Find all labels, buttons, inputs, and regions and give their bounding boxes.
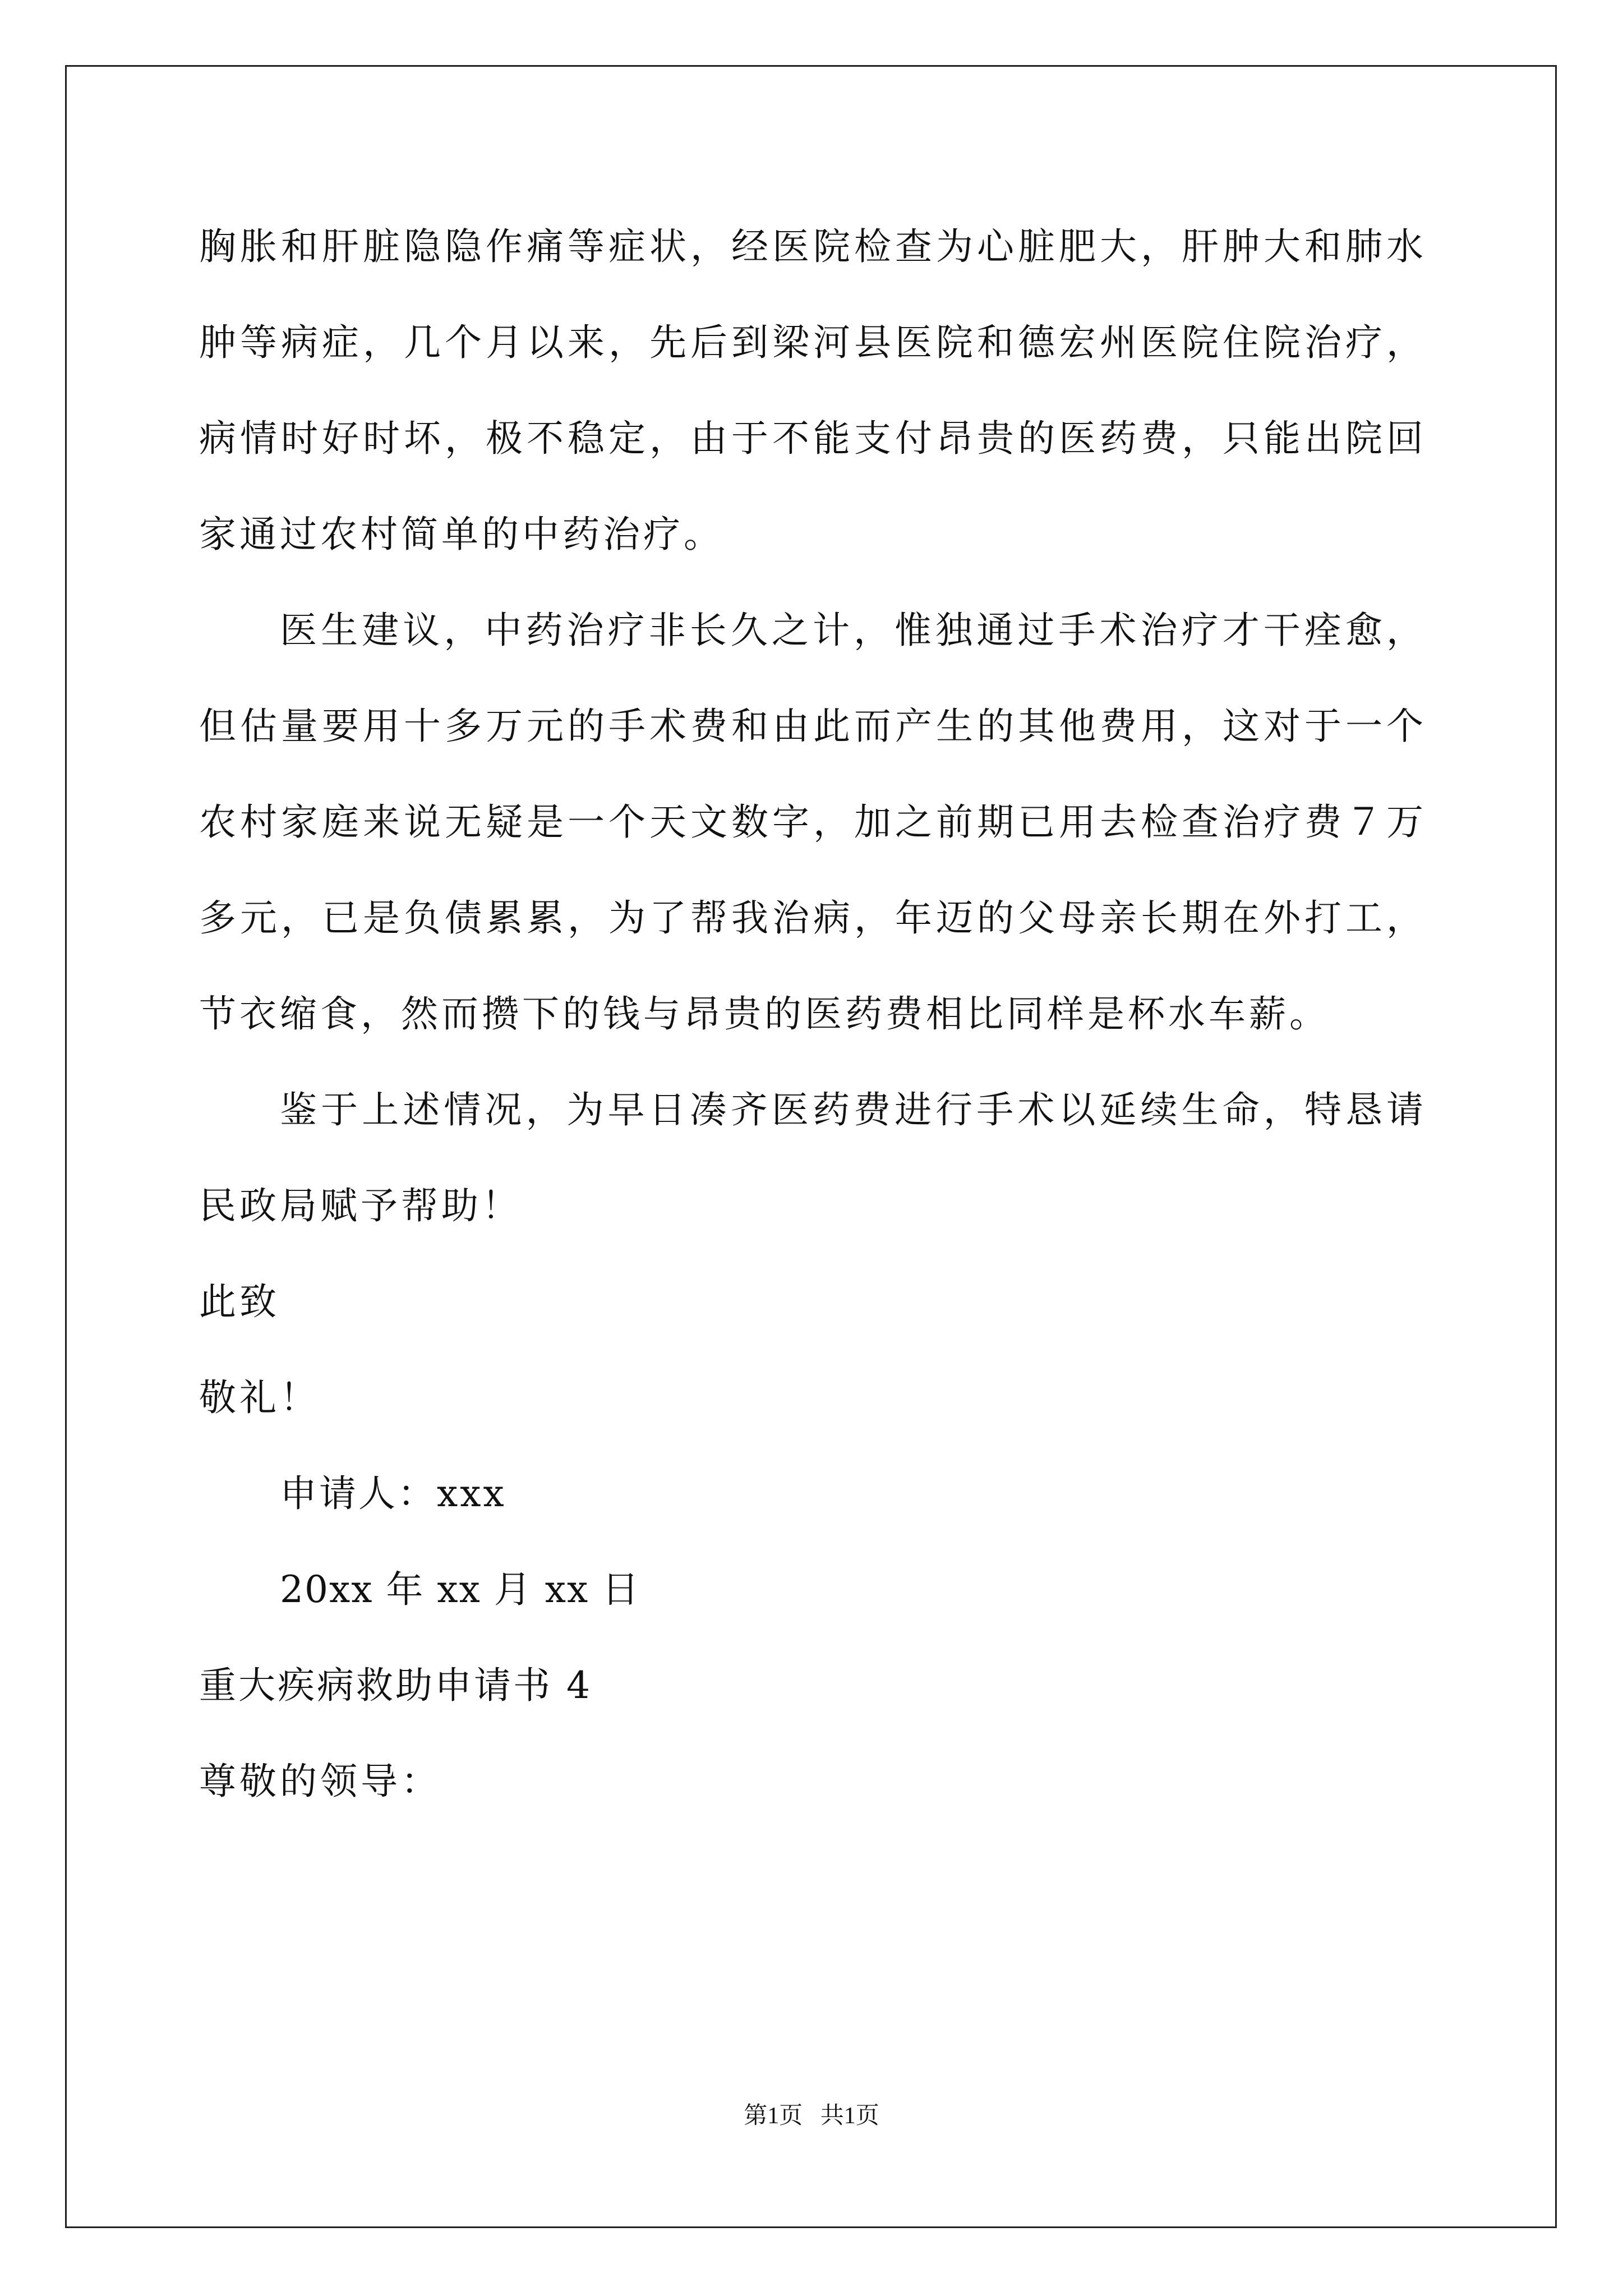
application-date: 20xx 年 xx 月 xx 日 [280, 1568, 640, 1611]
closing-line-2: 敬礼！ [199, 1376, 320, 1419]
page-border [65, 65, 1557, 2228]
body-text-line: 多元，已是负债累累，为了帮我治病，年迈的父母亲长期在外打工， [199, 896, 1423, 940]
body-text-line: 家通过农村简单的中药治疗。 [199, 513, 724, 556]
body-text-line: 肿等病症，几个月以来，先后到梁河县医院和德宏州医院住院治疗， [199, 321, 1423, 364]
paragraph-first-line: 鉴于上述情况，为早日凑齐医药费进行手术以延续生命，特恳请 [280, 1088, 1423, 1131]
paragraph-first-line: 医生建议，中药治疗非长久之计，惟独通过手术治疗才干痊愈， [280, 609, 1423, 652]
section-title: 重大疾病救助申请书 4 [199, 1664, 592, 1707]
body-text-line: 胸胀和肝脏隐隐作痛等症状，经医院检查为心脏肥大，肝肿大和肺水 [199, 225, 1423, 268]
body-text-line: 节衣缩食，然而攒下的钱与昂贵的医药费相比同样是杯水车薪。 [199, 992, 1330, 1036]
page-number-footer: 第1页 共1页 [744, 2103, 879, 2129]
body-text-line: 民政局赋予帮助！ [199, 1184, 522, 1227]
body-text-line: 农村家庭来说无疑是一个天文数字，加之前期已用去检查治疗费７万 [199, 800, 1423, 844]
closing-line-1: 此致 [199, 1280, 280, 1323]
body-text-line: 病情时好时坏，极不稳定，由于不能支付昂贵的医药费，只能出院回 [199, 417, 1423, 460]
body-text-line: 但估量要用十多万元的手术费和由此而产生的其他费用，这对于一个 [199, 705, 1423, 748]
applicant-signature: 申请人：xxx [280, 1472, 506, 1515]
salutation: 尊敬的领导： [199, 1760, 441, 1803]
